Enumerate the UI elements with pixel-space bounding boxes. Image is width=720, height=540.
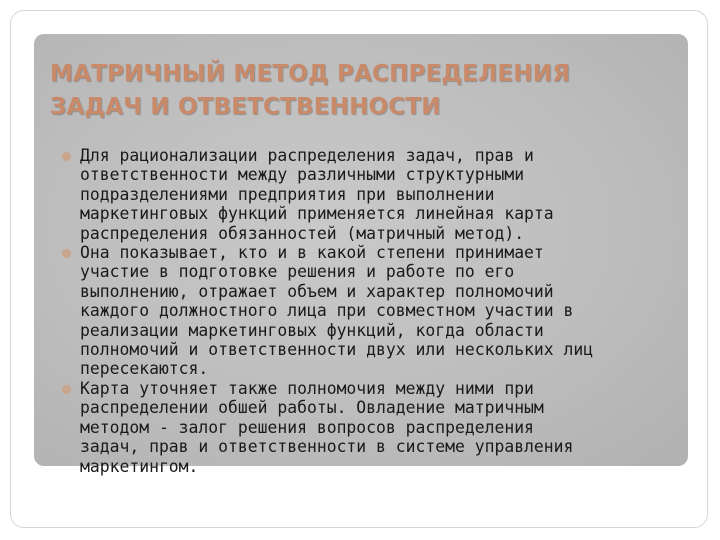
- bullet-1-line-4: маркетинговых функций применяется линейная карта: [80, 204, 554, 224]
- bullet-dot-icon: [62, 249, 71, 258]
- bullet-list: [80, 146, 690, 476]
- bullet-2-line-6: полномочий и ответственности двух или нескольких лиц: [80, 340, 594, 360]
- bullet-3-line-5: маркетингом.: [80, 456, 199, 476]
- bullet-1-line-2: ответственности между различными структурными: [80, 165, 525, 185]
- bullet-dot-icon: [62, 152, 71, 161]
- bullet-item-3: [80, 379, 690, 476]
- bullet-3-line-3: методом - залог решения вопросов распределения: [80, 417, 534, 437]
- bullet-2-line-7: пересекаются.: [80, 359, 209, 379]
- slide-title-line-1: МАТРИЧНЫЙ МЕТОД РАСПРЕДЕЛЕНИЯ: [50, 61, 571, 87]
- bullet-item-2: [80, 243, 690, 379]
- bullet-2-line-3: выполнению, отражает объем и характер полномочий: [80, 281, 554, 301]
- bullet-item-1: [80, 146, 690, 243]
- bullet-dot-icon: [62, 385, 71, 394]
- slide-title: [50, 58, 690, 124]
- bullet-3-line-4: задач, прав и ответственности в системе управления: [80, 437, 574, 457]
- bullet-1-line-1: Для рационализации распределения задач, прав и: [80, 146, 534, 165]
- bullet-2-line-5: реализации маркетинговых функций, когда области: [80, 320, 544, 340]
- bullet-3-line-1: Карта уточняет также полномочия между ними при: [80, 378, 534, 398]
- bullet-1-line-3: подразделениями предприятия при выполнении: [80, 184, 495, 204]
- slide-title-line-2: ЗАДАЧ И ОТВЕТСТВЕННОСТИ: [50, 94, 441, 120]
- bullet-2-line-4: каждого должностного лица при совместном участии в: [80, 301, 574, 321]
- bullet-1-line-5: распределения обязанностей (матричный метод).: [80, 223, 525, 243]
- bullet-2-line-2: участие в подготовке решения и работе по его: [80, 262, 515, 282]
- bullet-3-line-2: распределении обшей работы. Овладение матричным: [80, 398, 544, 418]
- bullet-2-line-1: Она показывает, кто и в какой степени принимает: [80, 243, 544, 263]
